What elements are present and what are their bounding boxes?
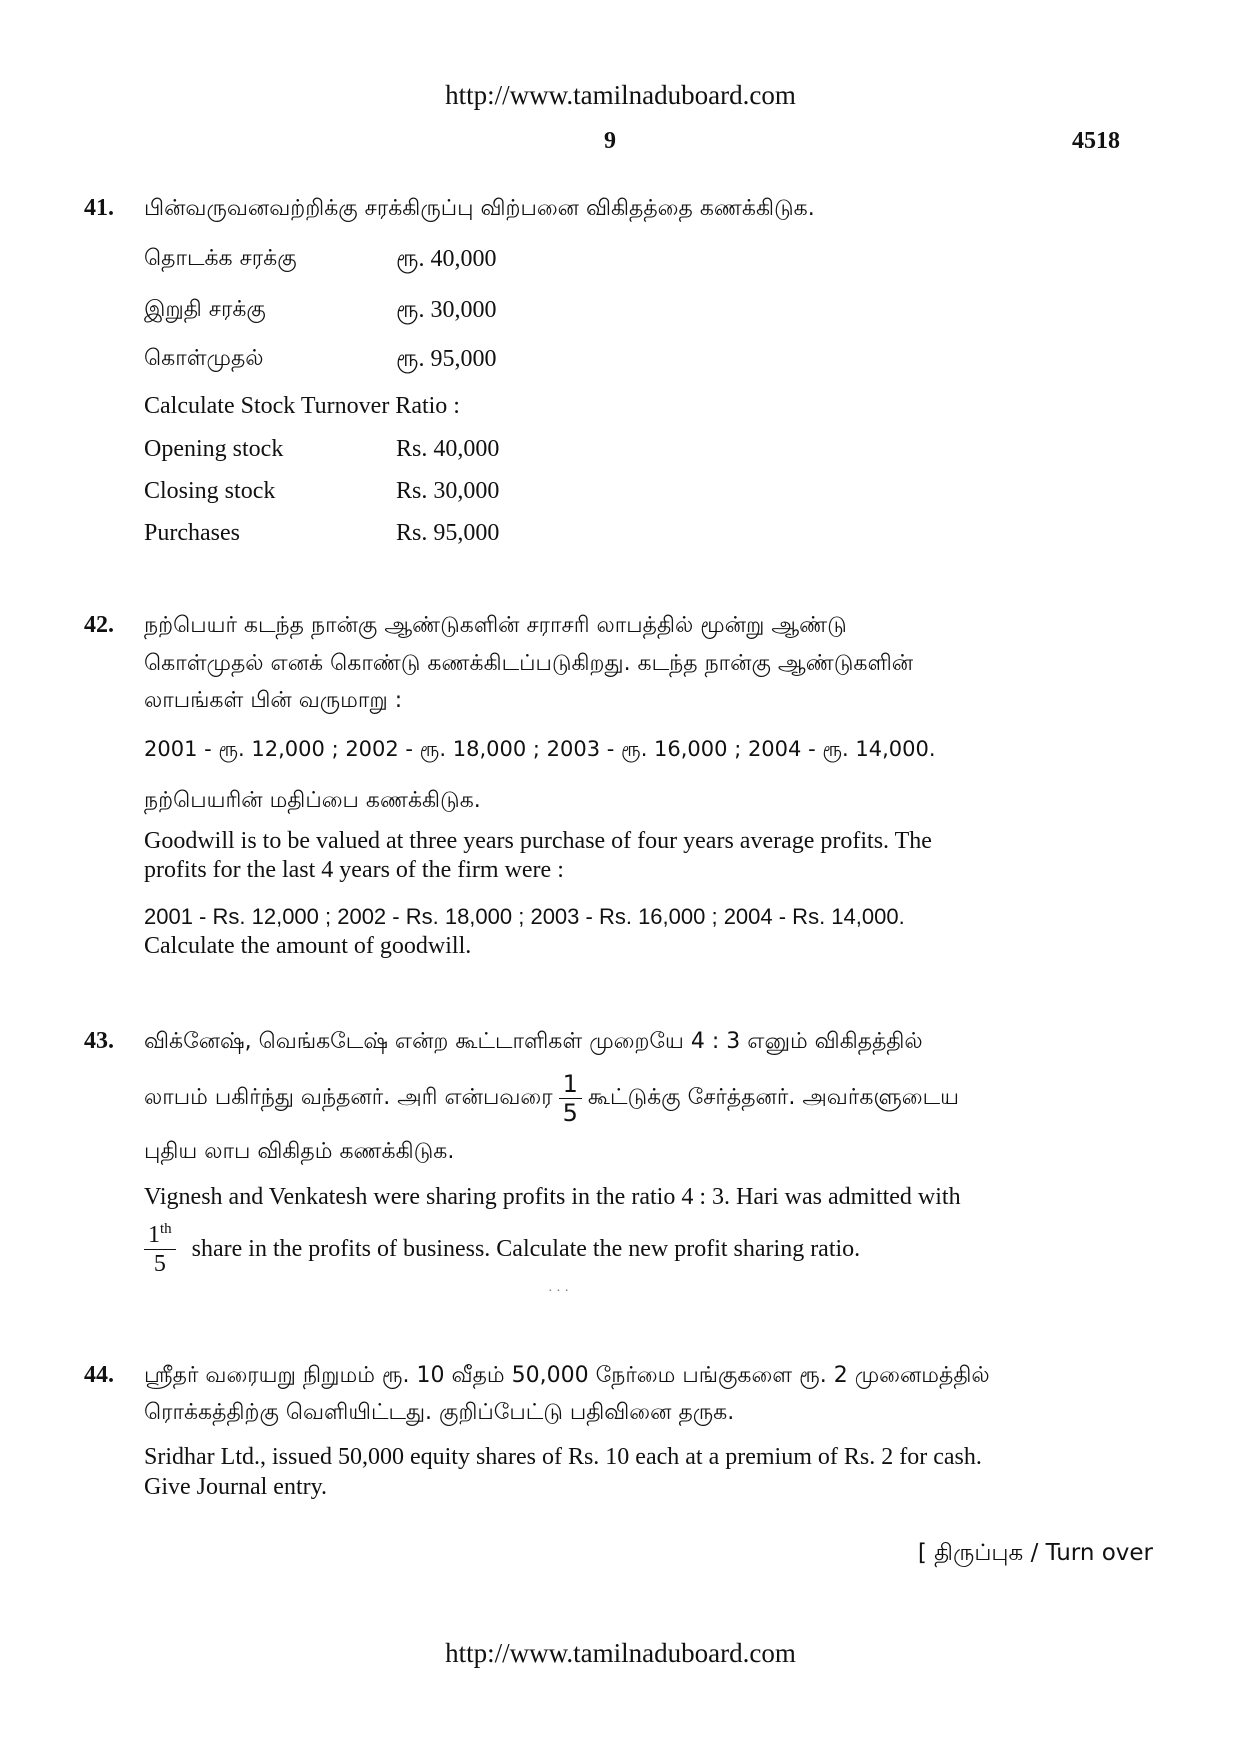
question-ask-tamil: நற்பெயரின் மதிப்பை கணக்கிடுக.	[144, 788, 481, 813]
paper-code: 4518	[1072, 128, 1120, 154]
question-number: 41.	[84, 195, 114, 221]
question-text-tamil: விக்னேஷ், வெங்கடேஷ் என்ற கூட்டாளிகள் முறையே 4 : 3 எனும் விகிதத்தில்	[144, 1029, 923, 1054]
profit-list-english: 2001 - Rs. 12,000 ; 2002 - Rs. 18,000 ; 2003 - Rs. 16,000 ; 2004 - Rs. 14,000.	[144, 904, 905, 929]
question-number: 42.	[84, 612, 114, 638]
profit-list-tamil: 2001 - ரூ. 12,000 ; 2002 - ரூ. 18,000 ; 2003 - ரூ. 16,000 ; 2004 - ரூ. 14,000.	[144, 737, 936, 761]
table-row-label: Purchases	[144, 520, 240, 546]
question-text-english: Sridhar Ltd., issued 50,000 equity shares of Rs. 10 each at a premium of Rs. 2 for cash.	[144, 1444, 982, 1470]
table-row-value: Rs. 95,000	[396, 520, 500, 546]
question-text-english: Goodwill is to be valued at three years purchase of four years average profits. The	[144, 828, 932, 854]
fraction-numerator: 1th	[144, 1222, 176, 1250]
table-row-value: Rs. 30,000	[396, 478, 500, 504]
question-text-english: Calculate Stock Turnover Ratio :	[144, 393, 460, 419]
question-text-tamil	[144, 1072, 959, 1125]
question-text-tamil: புதிய லாப விகிதம் கணக்கிடுக.	[144, 1139, 455, 1164]
question-text-english: Give Journal entry.	[144, 1474, 328, 1500]
table-row-label: கொள்முதல்	[144, 346, 264, 371]
question-text-english: Vignesh and Venkatesh were sharing profits in the ratio 4 : 3. Hari was admitted with	[144, 1184, 961, 1210]
table-row-label: Closing stock	[144, 478, 276, 504]
question-text-tamil: ஸ்ரீதர் வரையறு நிறுமம் ரூ. 10 வீதம் 50,000 நேர்மை பங்குகளை ரூ. 2 முனைமத்தில்	[144, 1363, 990, 1388]
question-text-tamil: கொள்முதல் எனக் கொண்டு கணக்கிடப்படுகிறது. கடந்த நான்கு ஆண்டுகளின்	[144, 651, 914, 676]
question-text-tamil: நற்பெயர் கடந்த நான்கு ஆண்டுகளின் சராசரி லாபத்தில் மூன்று ஆண்டு	[144, 613, 847, 638]
fraction-denominator: 5	[562, 1099, 578, 1127]
question-text-tamil: லாபங்கள் பின் வருமாறு :	[144, 688, 403, 713]
table-row-value: ரூ. 95,000	[396, 346, 497, 372]
question-text-english: profits for the last 4 years of the firm were :	[144, 857, 564, 883]
table-row-label: Opening stock	[144, 436, 284, 462]
question-number: 44.	[84, 1362, 114, 1388]
question-text-english	[144, 1222, 860, 1276]
header-url: http://www.tamilnaduboard.com	[445, 80, 796, 110]
text-segment: லாபம் பகிர்ந்து வந்தனர். அரி என்பவரை	[144, 1084, 553, 1110]
table-row-value: ரூ. 30,000	[396, 297, 497, 323]
fraction	[144, 1222, 176, 1276]
page-number: 9	[604, 128, 616, 154]
question-text-tamil: ரொக்கத்திற்கு வெளியிட்டது. குறிப்பேட்டு பதிவினை தருக.	[144, 1400, 735, 1425]
question-ask-english: Calculate the amount of goodwill.	[144, 933, 472, 959]
text-segment: கூட்டுக்கு சேர்த்தனர். அவர்களுடைய	[587, 1084, 960, 1110]
text-segment: share in the profits of business. Calculate the new profit sharing ratio.	[191, 1235, 861, 1262]
question-number: 43.	[84, 1028, 114, 1054]
table-row-value: ரூ. 40,000	[396, 246, 497, 272]
table-row-label: தொடக்க சரக்கு	[144, 246, 297, 271]
table-row-label: இறுதி சரக்கு	[144, 297, 266, 322]
superscript: th	[160, 1221, 172, 1237]
question-text-tamil: பின்வருவனவற்றிக்கு சரக்கிருப்பு விற்பனை விகிதத்தை கணக்கிடுக.	[144, 196, 815, 221]
footer-url: http://www.tamilnaduboard.com	[445, 1638, 796, 1668]
fraction-denominator: 5	[153, 1251, 166, 1277]
stray-dots: · · ·	[548, 1284, 569, 1299]
table-row-value: Rs. 40,000	[396, 436, 500, 462]
fraction-numerator: 1	[559, 1072, 582, 1099]
fraction	[559, 1072, 582, 1125]
turn-over-note: [ திருப்புக / Turn over	[917, 1540, 1153, 1566]
